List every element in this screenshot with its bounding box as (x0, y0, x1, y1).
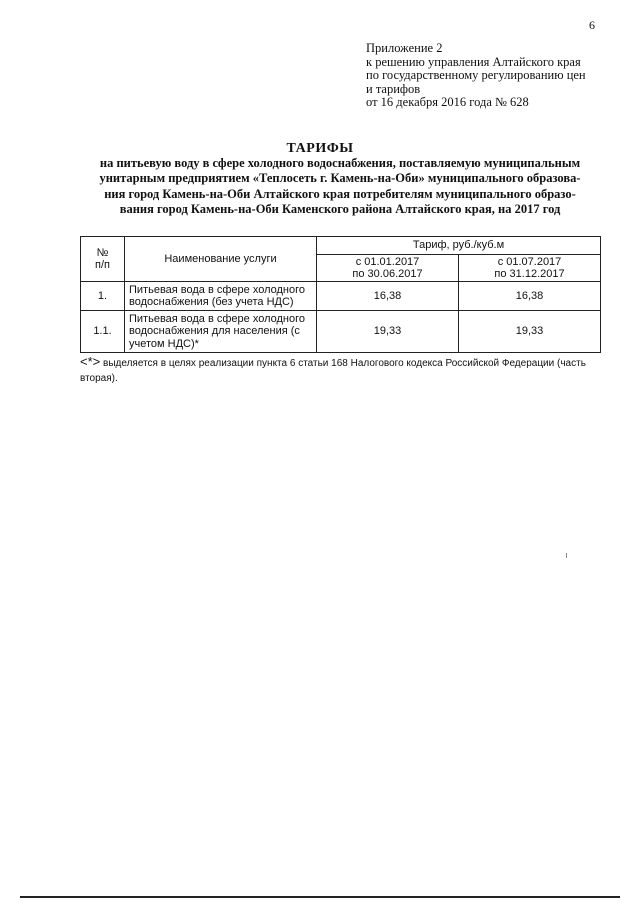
header-period-1: с 01.01.2017 по 30.06.2017 (317, 255, 459, 282)
header-period-2: с 01.07.2017 по 31.12.2017 (459, 255, 601, 282)
table-row (81, 282, 601, 311)
appendix-line: Приложение 2 (366, 41, 443, 55)
row-tariff-2: 16,38 (459, 282, 601, 311)
page-number: 6 (589, 18, 595, 32)
header-service: Наименование услуги (125, 237, 317, 282)
footnote (80, 354, 610, 386)
table-row (81, 311, 601, 353)
subtitle-line: ния город Камень-на-Оби Алтайского края потребителям муниципального образо- (104, 186, 576, 201)
subtitle-line: на питьевую воду в сфере холодного водоснабжения, поставляемую муниципальным (99, 156, 581, 170)
row-number: 1.1. (81, 311, 125, 353)
appendix-line: и тарифов (366, 81, 421, 96)
subtitle-line: вания город Камень-на-Оби Каменского района Алтайского края, на 2017 год (119, 201, 561, 216)
document-subtitle (80, 156, 600, 217)
document-title: ТАРИФЫ (286, 141, 354, 156)
row-service-name: Питьевая вода в сфере холодного водоснабжения (без учета НДС) (125, 282, 317, 311)
scan-edge-line (20, 896, 620, 898)
appendix-line: по государственному регулированию цен (366, 68, 586, 82)
appendix-line: к решению управления Алтайского края (366, 54, 581, 69)
header-tariff: Тариф, руб./куб.м (317, 237, 601, 255)
footnote-text: выделяется в целях реализации пункта 6 статьи 168 Налогового кодекса Российской Федерации (часть вторая). (80, 358, 586, 384)
footnote-mark: <*> (80, 354, 101, 369)
appendix-line: от 16 декабря 2016 года № 628 (366, 95, 529, 109)
scan-artifact (566, 553, 567, 558)
row-tariff-1: 16,38 (317, 282, 459, 311)
row-tariff-2: 19,33 (459, 311, 601, 353)
row-tariff-1: 19,33 (317, 311, 459, 353)
row-number: 1. (81, 282, 125, 311)
row-service-name: Питьевая вода в сфере холодного водоснабжения для населения (с учетом НДС)* (125, 311, 317, 353)
subtitle-line: унитарным предприятием «Теплосеть г. Камень-на-Оби» муниципального образова- (99, 171, 581, 186)
header-number: № п/п (81, 237, 125, 282)
table-header-row (81, 237, 601, 255)
appendix-block (366, 42, 586, 110)
tariff-table (80, 236, 601, 353)
